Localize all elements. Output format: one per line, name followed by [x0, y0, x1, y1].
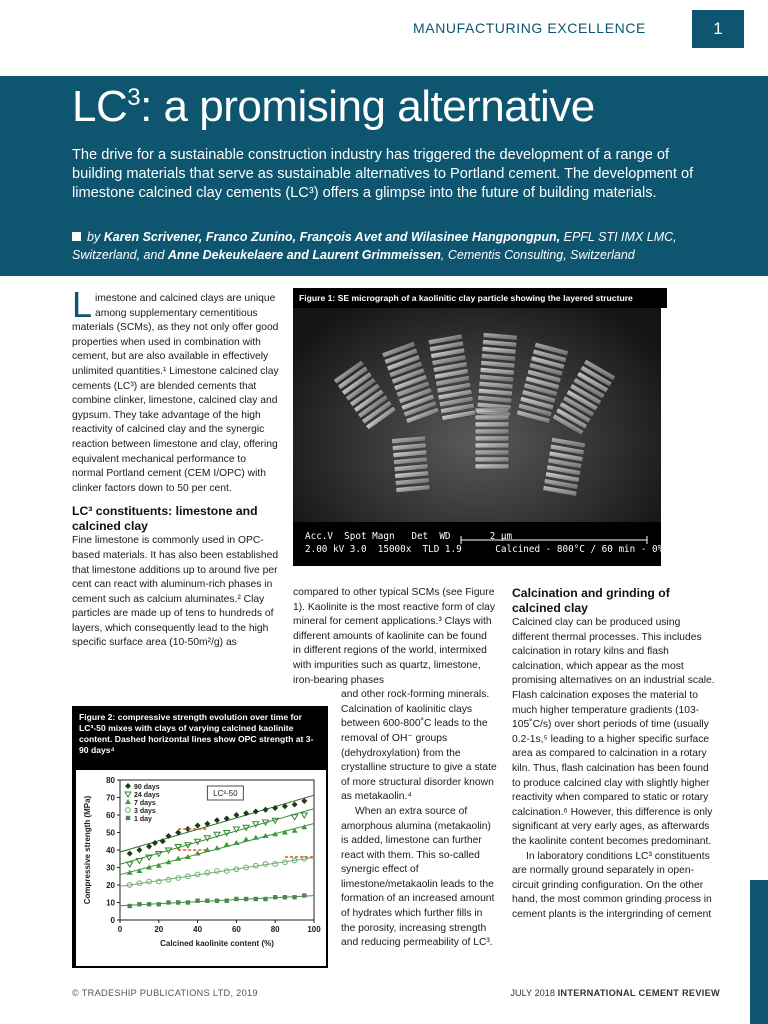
series-3-days [120, 856, 314, 887]
byline [72, 228, 712, 264]
legend-marker [125, 783, 131, 789]
trend-line [120, 857, 314, 886]
data-point [302, 893, 306, 897]
data-point [244, 897, 248, 901]
legend-marker [126, 808, 131, 813]
byline-affil-2: , Cementis Consulting, Switzerland [440, 248, 635, 262]
data-point [214, 832, 220, 837]
section-label: MANUFACTURING EXCELLENCE [413, 20, 646, 36]
x-tick-label: 20 [154, 925, 164, 934]
figure-2-plot [76, 770, 326, 966]
bullet-square-icon [72, 232, 81, 241]
y-tick-label: 80 [106, 776, 115, 785]
byline-by: by [87, 230, 104, 244]
legend-label: 7 days [134, 800, 156, 807]
x-tick-label: 80 [270, 925, 280, 934]
title-main: LC [72, 82, 128, 131]
strength-chart [76, 770, 326, 966]
data-point [272, 831, 278, 836]
data-point [253, 809, 259, 815]
page-edge-tab [750, 880, 768, 1024]
data-point [224, 842, 230, 847]
legend-label: 3 days [134, 808, 156, 815]
data-point [195, 823, 201, 829]
y-tick-label: 20 [106, 881, 115, 890]
x-tick-label: 0 [117, 925, 123, 934]
figure-1-caption: Figure 1: SE micrograph of a kaolinitic clay particle showing the layered structure [293, 288, 667, 308]
y-tick-label: 60 [106, 811, 115, 820]
figure-1 [293, 288, 681, 566]
y-tick-label: 10 [106, 898, 115, 908]
sem-info-line-2: 2.00 kV 3.0 15000x TLD 1.9 Calcined - 800°C / 60 min - 0% LS [305, 544, 681, 555]
y-axis-label: Compressive strength (MPa) [83, 795, 92, 905]
data-point [166, 900, 170, 904]
data-point [215, 869, 220, 874]
column-3 [512, 586, 716, 922]
data-point [292, 802, 298, 808]
paragraph-kaolinite: compared to other typical SCMs (see Figure 1). Kaolinite is the most reactive form of clay mineral for cement applications.³ Clays with different amounts of kaolinite can be found in different regions of the world, intermixed with impurities such as quartz, limestone, iron-bearing phases [293, 587, 496, 686]
heading-calcination: Calcination and grinding of calcined clay [512, 586, 670, 615]
data-point [263, 897, 267, 901]
title-rest: : a promising alternative [140, 82, 595, 131]
sem-micrograph [293, 288, 661, 566]
byline-affil-1: EPFL STI IMX LMC, Switzerland, and [72, 230, 677, 262]
article-title [72, 82, 595, 132]
sem-info [305, 530, 680, 556]
legend-marker [125, 799, 131, 804]
data-point [195, 899, 199, 903]
data-point [234, 897, 238, 901]
journal-footer [510, 988, 720, 998]
byline-authors-1: Karen Scrivener, Franco Zunino, François Avet and Wilasinee Hangpongpun, [103, 230, 561, 244]
data-point [233, 840, 239, 845]
legend-label: 1 day [134, 816, 152, 823]
sem-scale-label: 2 µm [489, 531, 513, 542]
legend-label: 24 days [134, 792, 160, 799]
data-point [127, 851, 133, 857]
y-tick-label: 50 [106, 828, 115, 838]
series-1-day [120, 893, 314, 908]
data-point [186, 900, 190, 904]
paragraph-calcination: and other rock-forming minerals. Calcination of kaolinitic clays between 600-800˚C leads to the removal of OH⁻ groups (dehydroxylation) from the crystalline structure to give a state of more structural disorder known as metakaolin.⁴ [341, 689, 497, 803]
data-point [127, 862, 133, 867]
y-tick-label: 0 [110, 916, 115, 925]
paragraph-calcination-process: Calcined clay can be produced using different thermal processes. This includes calcination in rotary kilns and flash calcination, which appear as the most promising alternatives on an industrial scale. Flash calcination exposes the material to much higher temperature gradients (103-105˚C/s) over short periods of time (usually 0.2-1s,⁵ leading to a higher specific surface area as compared to calcination in a rotary kiln. Thus, flash calcination has been found to produce calcined clay with slightly higher reactivity when compared to static or rotary calcination.⁶ However, this difference is only significant at very early ages, as afterwards the kaolinite content becomes predominant. [512, 617, 715, 847]
title-banner [0, 76, 768, 276]
paragraph-constituents: Fine limestone is commonly used in OPC-based materials. It has also been established that limestone additions up to around five per cent can react with aluminum-rich phases in cement such as calcium aluminates.² Clay particles are made up of tens to hundreds of layers, which consequently lead to the high specific surface area (10-50m²/g) as [72, 535, 279, 649]
data-point [157, 902, 161, 906]
legend-marker [126, 816, 130, 820]
data-point [215, 899, 219, 903]
column-1 [72, 284, 280, 651]
data-point [136, 859, 142, 864]
x-tick-label: 40 [193, 925, 203, 934]
data-point [301, 813, 307, 818]
figure-2 [72, 706, 328, 968]
legend-marker [125, 792, 131, 797]
drop-cap: L [72, 284, 93, 325]
legend-label: 90 days [134, 784, 160, 791]
article-lead: The drive for a sustainable construction industry has triggered the development of a range of building materials that serve as sustainable alternatives to Portland cement. The development of limestone calcined clay cements (LC³) offers a glimpse into the future of building materials. [72, 147, 694, 201]
figure-2-caption: Figure 2: compressive strength evolution over time for LC³-50 mixes with clays of varying calcined kaolinite content. Dashed horizontal lines show OPC strength at 3-90 days⁴ [79, 712, 314, 755]
data-point [128, 904, 132, 908]
x-tick-label: 60 [231, 925, 241, 934]
x-axis-label: Calcined kaolinite content (%) [160, 939, 274, 948]
data-point [137, 902, 141, 906]
copyright: © TRADESHIP PUBLICATIONS LTD, 2019 [72, 988, 258, 998]
data-point [254, 897, 258, 901]
data-point [156, 879, 161, 884]
data-point [273, 895, 277, 899]
intro-paragraph [72, 284, 280, 496]
data-point [263, 807, 269, 813]
data-point [225, 899, 229, 903]
footer-date: JULY 2018 [510, 988, 558, 998]
sem-info-line-1: Acc.V Spot Magn Det WD [305, 531, 451, 542]
data-point [292, 895, 296, 899]
data-point [253, 835, 259, 840]
data-point [205, 899, 209, 903]
heading-constituents: LC³ constituents: limestone and calcined clay [72, 504, 258, 534]
data-point [146, 865, 152, 870]
annotation-label: LC³-50 [213, 789, 238, 798]
data-point [214, 845, 220, 850]
y-tick-label: 30 [106, 863, 115, 873]
clay-plate-stack [475, 408, 509, 469]
byline-authors-2: Anne Dekeukelaere and Laurent Grimmeissen [167, 248, 441, 262]
y-tick-label: 70 [106, 793, 115, 803]
y-tick-label: 40 [106, 846, 115, 855]
x-tick-label: 100 [307, 925, 321, 934]
data-point [243, 837, 249, 842]
data-point [176, 900, 180, 904]
data-point [147, 902, 151, 906]
intro-text: imestone and calcined clays are unique among supplementary cementitious materials (SCMs), as they not only offer good properties when used in combination with cement, but are also available in effectively unlimited quantities.¹ Limestone calcined clay cements (LC³) are blended cements that combine clinker, limestone, calcined clay and gypsum. They take advantage of the high reactivity of calcined clay and the synergic reaction between limestone and clay, offering equivalent mechanical performance to normal Portland cement (CEM I/OPC) with clinker factors down to 50 per cent. [72, 293, 279, 494]
title-sup: 3 [127, 84, 141, 111]
page-number: 1 [692, 10, 744, 48]
data-point [136, 847, 142, 853]
paragraph-synergy: When an extra source of amorphous alumina (metakaolin) is added, limestone can further react with them. This so-called synergic effect of limestone/metakaolin leads to the formation of an increased amount of hydrates which further fills in the porosity, increasing strength and reducing permeability of LC³. [341, 805, 495, 949]
data-point [195, 851, 201, 856]
footer-journal: INTERNATIONAL CEMENT REVIEW [557, 988, 720, 998]
data-point [283, 895, 287, 899]
paragraph-grinding: In laboratory conditions LC³ constituents are normally ground separately in open-circuit grinding configuration. On the other hand, the most common grinding process in cement plants is the intergrinding of cement [512, 850, 712, 920]
data-point [214, 817, 220, 823]
data-point [292, 815, 298, 820]
